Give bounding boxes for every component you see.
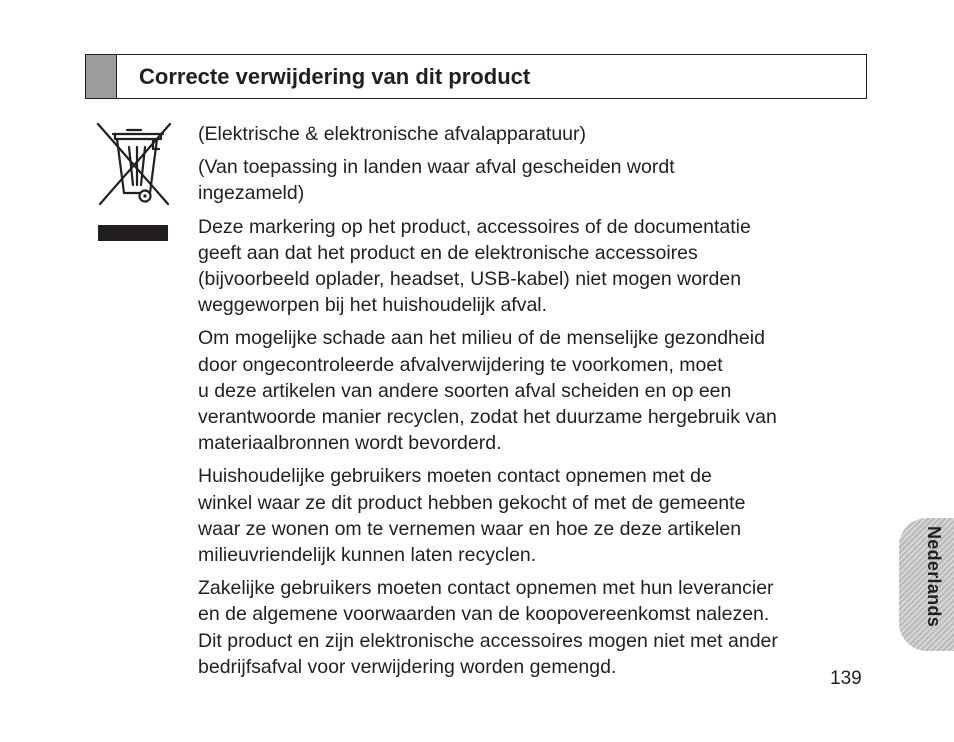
solid-bar-marking (98, 225, 168, 241)
language-label: Nederlands (924, 526, 944, 628)
paragraph-household-users: Huishoudelijke gebruikers moeten contact opnemen met de winkel waar ze dit product hebben gekocht of met de gemeente waar ze wonen om te vernemen waar en hoe ze deze artikelen milieuvriendelijk kunnen laten recyclen. (198, 465, 746, 567)
crossed-out-wheelie-bin-icon (95, 121, 173, 209)
paragraph-business-users: Zakelijke gebruikers moeten contact opnemen met hun leverancier en de algemene voorwaarden van de koopovereenkomst nalezen. Dit product en zijn elektronische accessoires mogen niet met ander bedrijfsafval voor verwijdering worden gemengd. (198, 577, 778, 678)
page-title: Correcte verwijdering van dit product (139, 63, 531, 89)
body-text (198, 121, 858, 687)
title-accent-tab (86, 55, 117, 98)
paragraph-marking: Deze markering op het product, accessoires of de documentatie geeft aan dat het product en de elektronische accessoires (bijvoorbeeld oplader, headset, USB-kabel) niet mogen worden weggeworpen bij het huishoudelijk afval. (198, 215, 751, 317)
paragraph-category: (Elektrische & elektronische afvalapparatuur) (198, 123, 587, 145)
section-title-box (85, 54, 867, 99)
page-number: 139 (830, 668, 862, 689)
language-side-tab (899, 518, 954, 651)
paragraph-environment: Om mogelijke schade aan het milieu of de menselijke gezondheid door ongecontroleerde afvalverwijdering te voorkomen, moet u deze artikelen van andere soorten afval scheiden en op een verantwoorde manier recyclen, zodat het duurzame hergebruik van materiaalbronnen wordt bevorderd. (198, 327, 777, 455)
paragraph-applicability: (Van toepassing in landen waar afval gescheiden wordt ingezameld) (198, 156, 675, 205)
